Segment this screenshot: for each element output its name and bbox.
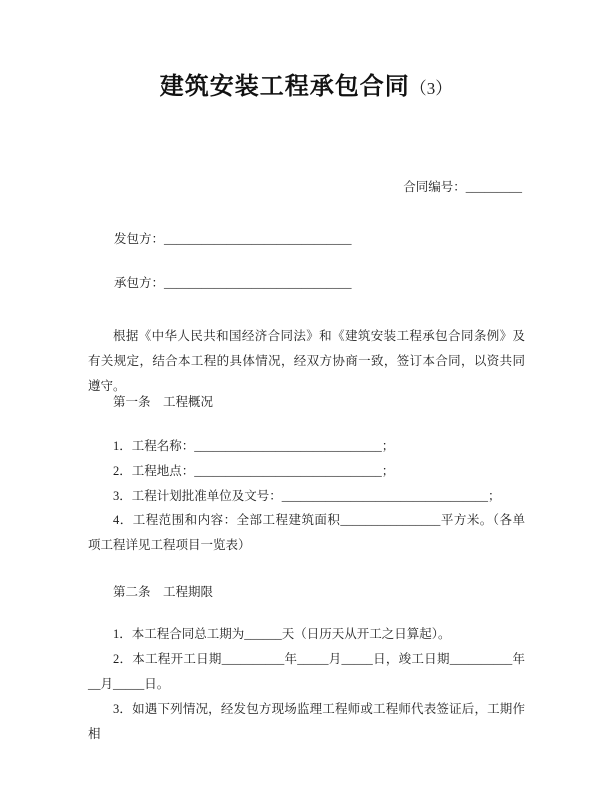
section-1-item-2: 2．工程地点：______________________________； xyxy=(113,464,395,478)
document-title-number: （3） xyxy=(409,79,453,98)
party-b-label: 承包方： xyxy=(114,276,165,290)
party-a-label: 发包方： xyxy=(114,232,165,246)
contract-number-label: 合同编号： xyxy=(403,180,466,194)
section-1-item-4: 4．工程范围和内容：全部工程建筑面积________________平方米。（各单项工程详见工程项目一览表） xyxy=(88,513,525,552)
party-b-blank: ______________________________ xyxy=(164,276,352,290)
preamble-paragraph: 根据《中华人民共和国经济合同法》和《建筑安装工程承包合同条例》及有关规定，结合本工程的具体情况，经双方协商一致，签订本合同，以资共同遵守。 xyxy=(88,329,525,393)
section-1-item-3: 3．工程计划批准单位及文号：_________________________________； xyxy=(113,489,501,503)
section-2-item-2: 2．本工程开工日期__________年_____月_____日，竣工日期__________年__月_____日。 xyxy=(88,652,525,691)
document-title-text: 建筑安装工程承包合同 xyxy=(159,72,410,100)
section-2-item-1: 1．本工程合同总工期为______天（日历天从开工之日算起）。 xyxy=(113,627,451,641)
document-title xyxy=(0,70,612,105)
party-a-blank: ______________________________ xyxy=(164,232,352,246)
party-a-line xyxy=(114,227,352,252)
party-b-line xyxy=(114,271,352,296)
section-2-heading: 第二条 工程期限 xyxy=(113,585,214,599)
contract-number-blank: _________ xyxy=(465,180,522,194)
section-1-heading: 第一条 工程概况 xyxy=(113,395,214,409)
section-1-item-1: 1．工程名称：______________________________； xyxy=(113,439,395,453)
section-2-item-3: 3．如遇下列情况，经发包方现场监理工程师或工程师代表签证后，工期作相 xyxy=(88,702,525,741)
contract-number-line xyxy=(403,175,522,200)
